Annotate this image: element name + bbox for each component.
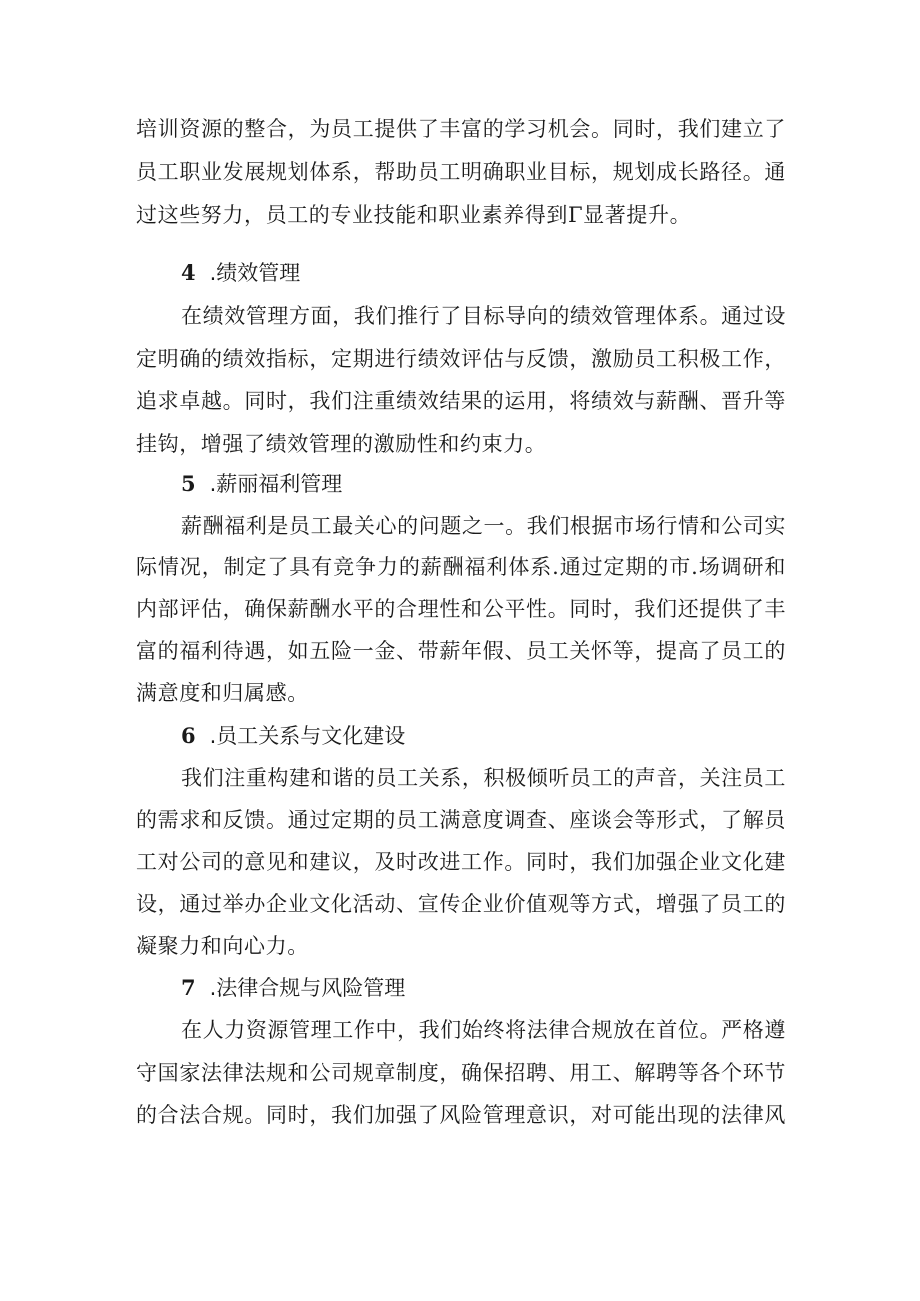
section-title: .薪丽福利管理 (209, 472, 343, 496)
section-heading (181, 259, 300, 287)
paragraph-line: 定明确的绩效指标，定期进行绩效评估与反馈，激励员工积极工作， (136, 347, 786, 371)
section-heading (181, 974, 405, 1002)
section-number: 5 (181, 471, 196, 496)
section-number: 7 (181, 975, 196, 1000)
paragraph-line: 的需求和反馈。通过定期的员工满意度调查、座谈会等形式，了解员 (136, 808, 786, 832)
paragraph-line: 的合法合规。同时，我们加强了风险管理意识，对可能出现的法律风 (136, 1103, 786, 1127)
paragraph-line: 内部评估，确保薪酬水平的合理性和公平性。同时，我们还提供了丰 (136, 597, 786, 621)
paragraph-line: 我们注重构建和谐的员工关系，积极倾听员工的声音，关注员工 (181, 766, 786, 790)
paragraph-line: 际情况，制定了具有竞争力的薪酬福利体系.通过定期的市.场调研和 (136, 555, 786, 579)
section-heading (181, 722, 405, 750)
paragraph-line: 在人力资源管理工作中，我们始终将法律合规放在首位。严格遵 (181, 1018, 786, 1042)
paragraph-line: 追求卓越。同时，我们注重绩效结果的运用，将绩效与薪酬、晋升等 (136, 389, 786, 413)
section-heading (181, 470, 342, 498)
paragraph-line: 设，通过举办企业文化活动、宣传企业价值观等方式，增强了员工的 (136, 892, 786, 916)
section-title: .绩效管理 (209, 261, 301, 285)
paragraph-line: 守国家法律法规和公司规章制度，确保招聘、用工、解聘等各个环节 (136, 1061, 786, 1085)
paragraph-line: 凝聚力和向心力。 (136, 934, 309, 958)
paragraph-line: 过这些努力，员工的专业技能和职业素养得到Γ显著提升。 (136, 203, 692, 227)
section-title: .法律合规与风险管理 (209, 976, 406, 1000)
paragraph-line: 满意度和归属感。 (136, 681, 309, 705)
paragraph-line: 挂钩，增强了绩效管理的激励性和约束力。 (136, 432, 547, 456)
section-number: 6 (181, 723, 196, 748)
paragraph-line: 员工职业发展规划体系，帮助员工明确职业目标，规划成长路径。通 (136, 160, 786, 184)
paragraph-line: 培训资源的整合，为员工提供了丰富的学习机会。同时，我们建立了 (136, 117, 786, 141)
paragraph-line: 富的福利待遇，如五险一金、带薪年假、员工关怀等，提高了员工的 (136, 639, 786, 663)
paragraph-line: 在绩效管理方面，我们推行了目标导向的绩效管理体系。通过设 (181, 304, 786, 328)
section-number: 4 (181, 260, 196, 285)
section-title: .员工关系与文化建设 (209, 724, 406, 748)
paragraph-line: 工对公司的意见和建议，及时改进工作。同时，我们加强企业文化建 (136, 850, 786, 874)
paragraph-line: 薪酬福利是员工最关心的问题之一。我们根据市场行情和公司实 (181, 514, 786, 538)
